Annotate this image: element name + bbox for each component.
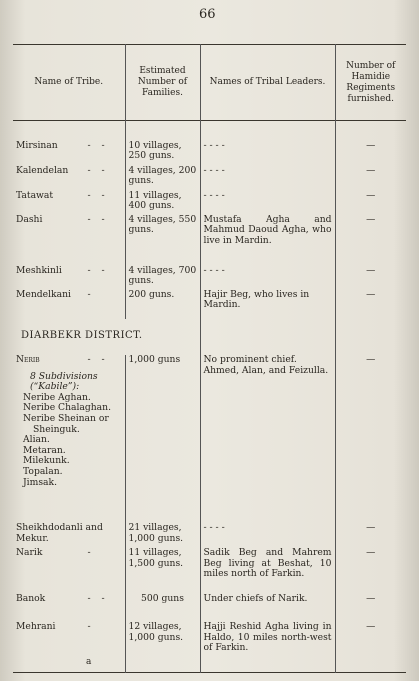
tribe-name: Tatawat <box>16 189 54 201</box>
families-cell: 4 villages, 550 guns. <box>125 215 200 266</box>
regiments-cell: — <box>335 594 406 622</box>
leaders-cell: Sadik Beg and Mahrem Beg living at Beshat, 10 miles north of Farkin. <box>200 548 335 594</box>
tribe-name: Narik <box>16 547 43 559</box>
families-cell: 200 guns. <box>125 290 200 319</box>
families-cell: 10 villages, 250 guns. <box>125 141 200 166</box>
tribe-name: Mirsinan <box>16 139 58 151</box>
regiments-cell: — <box>335 523 406 548</box>
subdivision-item: Milekunk. <box>23 455 70 467</box>
leaders-cell: - - - - <box>200 191 335 215</box>
regiments-cell: — <box>335 141 406 166</box>
table-row: Mehrani - 12 villages, 1,000 guns. Hajji Reshid Agha living in Haldo, 10 miles north-west of Farkin. — <box>13 622 406 672</box>
regiments-cell: — <box>335 215 406 266</box>
tribe-name: Dashi <box>16 213 43 225</box>
leaders-cell: No prominent chief. Ahmed, Alan, and Feizulla. <box>200 355 335 523</box>
header-regiments: Number of Hamidie Regiments furnished. <box>335 45 406 121</box>
tribe-name: Mehrani <box>16 621 56 633</box>
leaders-cell: - - - - <box>200 166 335 191</box>
leaders-cell: Under chiefs of Narik. <box>200 594 335 622</box>
leaders-cell: - - - - <box>200 266 335 290</box>
header-tribe: Name of Tribe. <box>34 77 104 87</box>
tribe-name: Sheikhdodanli and Mekur. <box>16 522 103 544</box>
table-row <box>13 523 406 548</box>
tribe-name: Kalendelan <box>16 164 69 176</box>
regiments-cell: — <box>335 166 406 191</box>
subdivision-item: Neribe Sheinan or <box>23 413 109 425</box>
families-cell: 11 villages, 1,500 guns. <box>125 548 200 594</box>
district-heading: DIARBEKR DISTRICT. <box>21 329 143 341</box>
subdivision-item: Metaran. <box>23 444 66 456</box>
regiments-cell: — <box>335 355 406 523</box>
subdivision-item: Neribe Aghan. <box>23 391 91 403</box>
table-row: Mendelkani - 200 guns. Hajir Beg, who lives in Mardin. — <box>13 290 406 319</box>
footer-mark: a <box>86 657 92 667</box>
subdivision-item: Jimsak. <box>23 476 58 488</box>
families-cell: 21 villages, 1,000 guns. <box>125 523 200 548</box>
subdivision-item: Topalan. <box>23 466 63 478</box>
table-header-row <box>13 45 406 121</box>
leaders-cell: - - - - <box>200 141 335 166</box>
families-cell: 12 villages, 1,000 guns. <box>125 622 200 672</box>
subdivision-item: Alian. <box>23 434 50 446</box>
table-row: Meshkinli - - 4 villages, 700 guns. - - - - — <box>13 266 406 290</box>
leaders-cell: - - - - <box>200 523 335 548</box>
table-row: Tatawat - - 11 villages, 400 guns. - - - - — <box>13 191 406 215</box>
tribe-name: Meshkinli <box>16 264 62 276</box>
table-row: Nerib - - 8 Subdivisions (“Kabile”): Neribe Aghan. Neribe Chalaghan. Neribe Sheinan or Sheinguk. Alian. Metaran. Milekunk. Topalan. Jimsak. 1,000 guns No prominent chief. Ahmed, Alan, and Feizulla. — <box>13 355 406 523</box>
families-cell: 4 villages, 700 guns. <box>125 266 200 290</box>
regiments-cell: — <box>335 290 406 319</box>
regiments-cell: — <box>335 548 406 594</box>
subdivision-item: Sheinguk. <box>33 423 80 435</box>
families-cell: 11 villages, 400 guns. <box>125 191 200 215</box>
tribe-name: Mendelkani <box>16 288 71 300</box>
tribe-name: Nerib <box>16 354 40 366</box>
leaders-cell: Hajir Beg, who lives in Mardin. <box>200 290 335 319</box>
header-families: Estimated Number of Families. <box>125 45 200 121</box>
subdivisions-heading: 8 Subdivisions (“Kabile”): <box>30 370 98 393</box>
subdivision-item: Neribe Chalaghan. <box>23 402 111 414</box>
leaders-cell: Hajji Reshid Agha living in Haldo, 10 miles north-west of Farkin. <box>200 622 335 672</box>
families-cell: 500 guns <box>125 594 200 622</box>
tribe-name: Banok <box>16 593 46 605</box>
regiments-cell: — <box>335 622 406 672</box>
regiments-cell: — <box>335 266 406 290</box>
families-cell: 1,000 guns <box>125 355 200 523</box>
table-row: Narik - 11 villages, 1,500 guns. Sadik Beg and Mahrem Beg living at Beshat, 10 miles north of Farkin. — <box>13 548 406 594</box>
table-row: Dashi - - 4 villages, 550 guns. Mustafa Agha and Mahmud Daoud Agha, who live in Mardin. — <box>13 215 406 266</box>
header-leaders: Names of Tribal Leaders. <box>200 45 335 121</box>
district-row <box>13 319 406 356</box>
table-row: Mirsinan - - 10 villages, 250 guns. - - - - — <box>13 141 406 166</box>
table-row: Kalendelan - - 4 villages, 200 guns. - - - - — <box>13 166 406 191</box>
families-cell: 4 villages, 200 guns. <box>125 166 200 191</box>
tribes-table <box>13 44 406 673</box>
table-row: Banok - - 500 guns Under chiefs of Narik. — <box>13 594 406 622</box>
regiments-cell: — <box>335 191 406 215</box>
leaders-cell: Mustafa Agha and Mahmud Daoud Agha, who live in Mardin. <box>200 215 335 266</box>
page-number: 66 <box>199 7 216 22</box>
